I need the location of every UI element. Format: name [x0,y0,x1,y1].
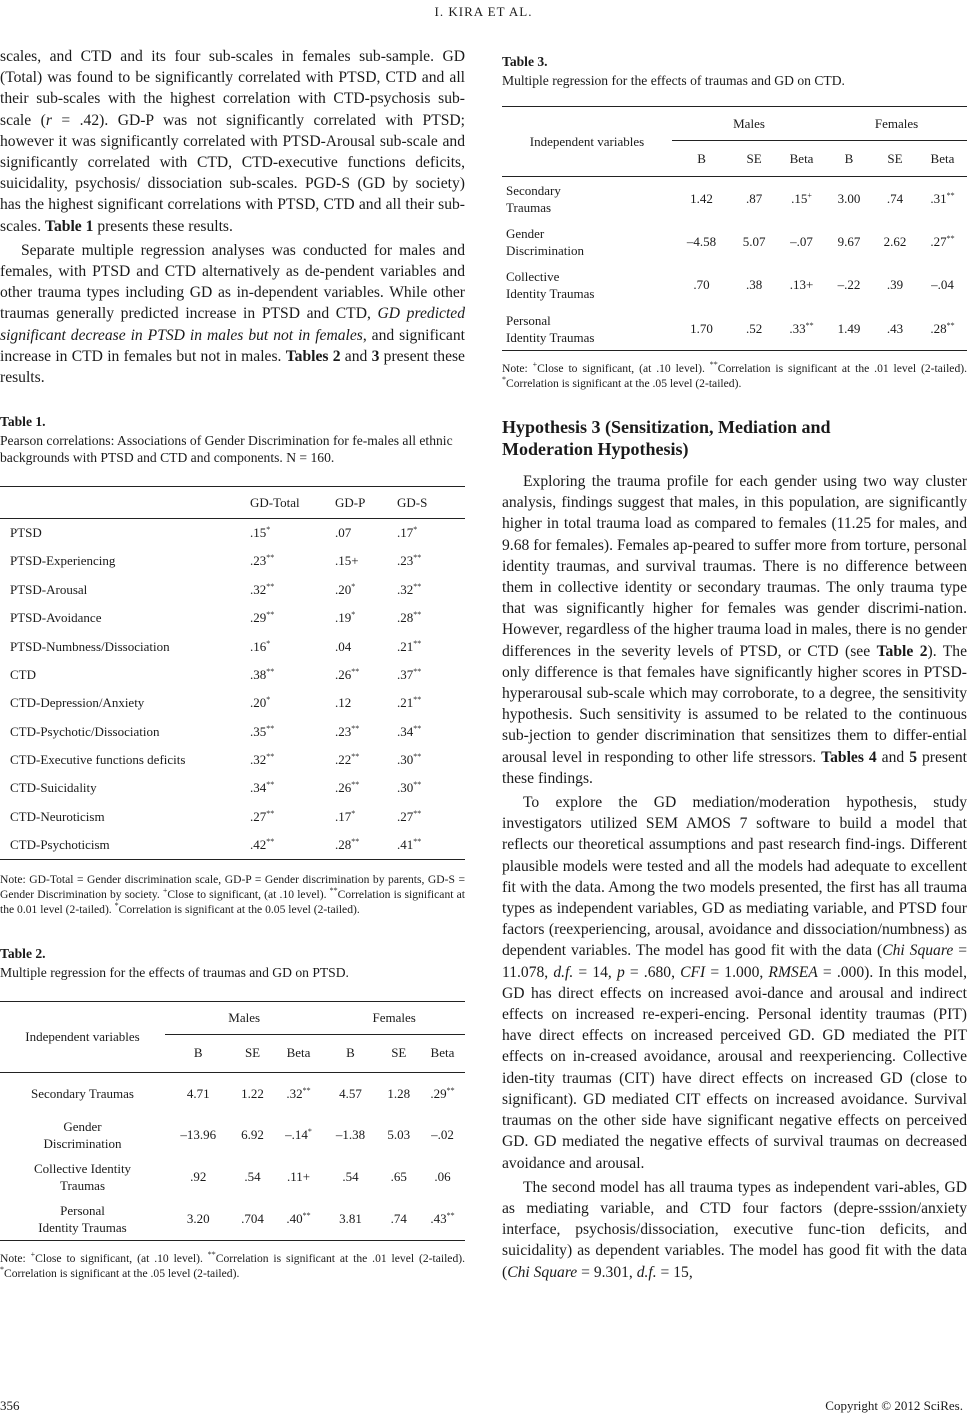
table-row [0,831,465,859]
table2-cell: .06 [434,1169,451,1185]
table-1-row-label: PTSD-Numbness/Dissociation [10,638,170,654]
table2-cell: .74 [390,1211,407,1227]
table-row [0,1114,465,1156]
table-1-row-label: CTD-Executive functions deficits [10,752,186,768]
table-1-cell: .16* [250,638,271,654]
table3-cell: .13+ [789,277,814,293]
table3-cell: 5.07 [742,233,766,249]
page-number: 356 [0,1398,20,1413]
table-row [0,661,465,689]
table-row [0,746,465,774]
right-paragraph-3: The second model has all trauma types as independent vari-ables, GD as mediating variable, and CTD four factors (depre-sssion/anxiety interface, psychosis/dissociation, executive func-tion deficits, and suicidality) as dependent variables. The model has good fit with the data (Chi Square = 9.301, d.f. = 15, [502,1178,967,1281]
table3-subheader: Beta [789,150,814,166]
table-1-cell: .30** [397,752,422,768]
table2-subheader: Beta [430,1045,455,1061]
table-1-header: GD-Total [250,494,300,510]
table-3-group-males: Males [672,107,826,141]
table-1-cell: .27** [250,808,275,824]
table3-cell: .87 [745,190,763,206]
table-2-grid [0,1001,465,1241]
table-row [502,220,967,264]
table-1-cell: .32** [250,752,275,768]
table3-cell: –.04 [931,277,954,293]
right-paragraph-1: Exploring the trauma profile for each gender using two way cluster analysis, findings suggest that males, in this population, are significantly higher in total trauma load as compared to females (11.25 for males, and 9.68 for females). Females ap-peared to suffer more from torture, personal identity traumas, and survival traumas. There is no difference between them in collective identity or secondary traumas. The only trauma type that was significantly higher for females was gender discrimi-nation. However, regardless of the higher trauma load in males, there is no gender differences in the severity levels of PTSD, or CTD (see Table 2). The only difference is that females have significantly higher scores in PTSD-hyperarousal sub-scale which may corroborate, to a degree, the sensitivity hypothesis. Such sensitivity is assumed to be related to the continuous sub-jection to gender discrimination that sensitizes them to differ-ential arousal level in responding to other life stressors. Tables 4 and 5 present these findings. [502,473,967,787]
table3-subheader: B [844,150,854,166]
table3-row-label: Gender Discrimination [506,225,584,258]
right-body-text [502,471,967,1283]
table-1-title: Table 1. [0,414,46,430]
table3-subheader: SE [887,150,903,166]
table3-cell: .43 [886,320,904,336]
table-1-cell: .29** [250,610,275,626]
table-1-row-label: PTSD-Experiencing [10,553,116,569]
table-row [502,307,967,351]
table-1-cell: .15* [250,525,271,541]
table-1-cell: .23** [335,723,360,739]
table2-row-label: Personal Identity Traumas [38,1203,127,1236]
table2-cell: .54 [342,1169,359,1185]
table-1-cell: .28** [335,836,360,852]
table2-cell: –13.96 [180,1127,217,1143]
table-1-row-label: PTSD [10,525,42,541]
table-1-note: Note: GD-Total = Gender discrimination scale, GD-P = Gender discrimination by parents, GD-S = Gender Discrimination by society. +Close to significant, (at .10 level). **Correlation is significant at the 0.01 level (2-tailed). *Correlation is significant at the 0.05 level (2-tailed). [0,872,465,916]
table-row [0,547,465,575]
left-body-text [0,46,465,388]
table3-cell: .28** [930,320,955,336]
table2-cell: 1.28 [387,1085,411,1101]
left-paragraph-1: scales, and CTD and its four sub-scales in females sub-sample. GD (Total) was found to be significantly correlated with PTSD, CTD and all their sub-scales with the highest correlation with CTD-psychosis sub-scale (r = .42). GD-P was not significantly correlated with PTSD; however it was significantly correlated with PTSD-Arousal sub-scale and significantly correlated with CTD, CTD-executive functions deficits, suicidality, psychosis/ dissociation sub-scales. PGD-S (GD by society) has the highest significant correlations with PTSD, CTD and all their sub-scales. Table 1 presents these results. [0,48,466,235]
table-1-cell: .20* [335,581,356,597]
table-row [0,604,465,632]
table2-subheader: B [193,1045,203,1061]
table-2-note: Note: +Close to significant, (at .10 level). **Correlation is significant at the .01 level (2-tailed). *Correlation is significant at the .05 level (2-tailed). [0,1249,465,1280]
table-1-cell: .27** [397,808,422,824]
table3-row-label: Personal Identity Traumas [506,312,595,345]
table-row [0,774,465,802]
table2-cell: –.14* [285,1127,312,1143]
table2-cell: 3.81 [339,1211,362,1227]
table-1-cell: .38** [250,666,275,682]
table-1-grid [0,486,465,860]
table2-cell: 4.71 [186,1085,210,1101]
table-3-iv-header: Independent variables [502,107,672,177]
table-3 [502,54,967,391]
table3-cell: 3.00 [837,190,861,206]
table2-cell: 6.92 [241,1127,264,1143]
table2-subheader: Beta [286,1045,311,1061]
table-2-caption: Multiple regression for the effects of traumas and GD on PTSD. [0,964,349,980]
table3-cell: .38 [745,277,763,293]
table-1-cell: .19* [335,610,356,626]
table2-cell: .11+ [286,1169,311,1185]
table3-cell: 2.62 [883,233,907,249]
table-1-row-label: PTSD-Arousal [10,581,88,597]
table3-cell: 1.70 [690,320,713,336]
table-1-cell: .37** [397,666,422,682]
table-1-row-label: CTD-Suicidality [10,780,97,796]
table-1-cell: .30** [397,780,422,796]
table-3-group-females: Females [826,107,967,141]
table-2-group-males: Males [165,1001,323,1034]
table-2-group-females: Females [323,1001,465,1034]
table-1-cell: .07 [335,525,352,541]
table3-subheader: Beta [930,150,955,166]
table2-cell: .92 [190,1169,207,1185]
table2-cell: .40** [286,1211,311,1227]
table-1-row-label: CTD [10,666,36,682]
table2-cell: .65 [390,1169,407,1185]
table-1-cell: .41** [397,836,422,852]
table-1-cell: .32** [250,581,275,597]
table2-cell: .54 [244,1169,261,1185]
table3-cell: .74 [886,190,904,206]
table-3-grid [502,106,967,351]
table-2-iv-header: Independent variables [0,1001,165,1072]
table2-cell: 5.03 [387,1127,411,1143]
table-row [0,803,465,831]
table-row [0,576,465,604]
table3-cell: .70 [693,277,710,293]
table-1-cell: .21** [397,638,422,654]
table-row [502,264,967,308]
table-1-cell: .26** [335,666,360,682]
table2-cell: .704 [241,1211,264,1227]
table2-cell: .43** [430,1211,455,1227]
table3-cell: .39 [886,277,904,293]
table-1-cell: .35** [250,723,275,739]
table3-cell: .33** [789,320,814,336]
table2-cell: 3.20 [186,1211,210,1227]
table2-row-label: Gender Discrimination [43,1119,122,1152]
table3-cell: –4.58 [686,233,717,249]
table-1-row-label: CTD-Depression/Anxiety [10,695,145,711]
table-1-cell: .28** [397,610,422,626]
table3-cell: –.07 [790,233,813,249]
table-1-header: GD-P [335,494,366,510]
table-3-note: Note: +Close to significant, (at .10 level). **Correlation is significant at the .01 level (2-tailed). *Correlation is significant at the .05 level (2-tailed). [502,360,967,390]
table-1-row-label: CTD-Psychoticism [10,836,110,852]
table-2 [0,946,465,1281]
table-row [0,519,465,547]
table-row [0,689,465,717]
table-3-title: Table 3. [502,54,548,69]
table3-cell: 1.42 [690,190,713,206]
table-1-row-label: PTSD-Avoidance [10,610,102,626]
running-head: I. KIRA ET AL. [434,4,533,19]
table-1-cell: .22** [335,752,360,768]
table-row [0,632,465,660]
table2-subheader: SE [391,1045,407,1061]
table-row [0,1198,465,1240]
table3-cell: –.22 [837,277,861,293]
table3-cell: .15+ [791,190,812,206]
table-1 [0,414,465,917]
table-row [0,1156,465,1198]
table3-subheader: B [697,150,706,166]
table2-cell: 1.22 [241,1085,264,1101]
table2-cell: –.02 [431,1127,454,1143]
copyright: Copyright © 2012 SciRes. [825,1398,963,1413]
table-1-cell: .21** [397,695,422,711]
table-1-cell: .26** [335,780,360,796]
table-1-cell: .42** [250,836,275,852]
table-1-header: GD-S [397,494,428,510]
table2-subheader: SE [244,1045,261,1061]
right-paragraph-2: To explore the GD mediation/moderation hypothesis, study investigators utilized SEM AMOS 7 software to build a model that reflects our theoretical assumptions and past research find-ings. Different plausible models were tested and all the models had adequate to excellent fit with the data. Among the two models presented, the first has all trauma types as independent variables, GD as mediating variable, and PTSD four factors (reexperiencing, arousal, avoidance and dissociation/numbness) as dependent variables. The model has good fit with the data (Chi Square = 11.078, d.f. = 14, p = .680, CFI = 1.000, RMSEA = .000). In this model, GD has direct effects on increased avoi-dance and arousal and indirect effects on increased re-experi-encing. Personal identity traumas (PIT) have direct effects on increased perceived GD. GD mediated the PIT effects on in-creased avoidance, arousal and reexperiencing. Collective iden-tity traumas (CIT) have direct effects on increased GD (close to significant). GD mediated CIT effects on increased avoidance. Survival traumas on the other side have significant negative effects on perceived GD. GD mediated the negative effects of survival traumas on decreased avoidance and arousal. [502,794,967,1172]
table2-cell: 4.57 [339,1085,362,1101]
table-1-cell: .23** [397,553,422,569]
table2-row-label: Secondary Traumas [31,1086,134,1102]
table-1-cell: .34** [397,723,422,739]
table3-cell: 9.67 [837,233,861,249]
table2-subheader: B [346,1045,355,1061]
table3-cell: 1.49 [837,320,861,336]
table-1-caption: Pearson correlations: Associations of Gender Discrimination for fe-males all ethnic backgrounds with PTSD and CTD and components. N = 160. [0,433,453,466]
table3-subheader: SE [746,150,762,166]
table-1-row-label: CTD-Psychotic/Dissociation [10,723,160,739]
table3-row-label: Secondary Traumas [506,182,561,215]
table3-cell: .31** [930,190,955,206]
left-paragraph-2: Separate multiple regression analyses was conducted for males and females, with PTSD and CTD alternatively as de-pendent variables and other trauma types including GD as in-dependent variables. While other traumas generally predicted increase in PTSD and CTD, GD predicted significant decrease in PTSD in males but not in females, and significant increase in CTD in females but not in males. Tables 2 and 3 present these results. [0,241,465,387]
table-1-cell: .17* [335,808,356,824]
table2-row-label: Collective Identity Traumas [33,1161,132,1194]
table-1-cell: .23** [250,553,275,569]
table-1-cell: .12 [335,695,352,711]
table-1-cell: .15+ [335,553,359,569]
table2-cell: .29** [430,1085,455,1101]
section-heading: Hypothesis 3 (Sensitization, Mediation and Moderation Hypothesis) [502,417,831,459]
table2-cell: –1.38 [335,1127,366,1143]
table-row [0,1072,465,1114]
table-1-cell: .20* [250,695,271,711]
table-row [502,177,967,221]
table3-cell: .52 [745,320,763,336]
left-column [0,46,465,1281]
table3-cell: .27** [930,233,955,249]
table-1-row-label: CTD-Neuroticism [10,808,105,824]
table3-row-label: Collective Identity Traumas [506,269,595,302]
table2-cell: .32** [286,1085,311,1101]
table-1-cell: .34** [250,780,275,796]
table-1-cell: .04 [335,638,352,654]
table-row [0,717,465,745]
table-3-caption: Multiple regression for the effects of traumas and GD on CTD. [502,73,845,88]
right-column [502,54,967,1283]
table-2-title: Table 2. [0,945,46,961]
table-1-cell: .17* [397,525,418,541]
table-1-cell: .32** [397,581,422,597]
